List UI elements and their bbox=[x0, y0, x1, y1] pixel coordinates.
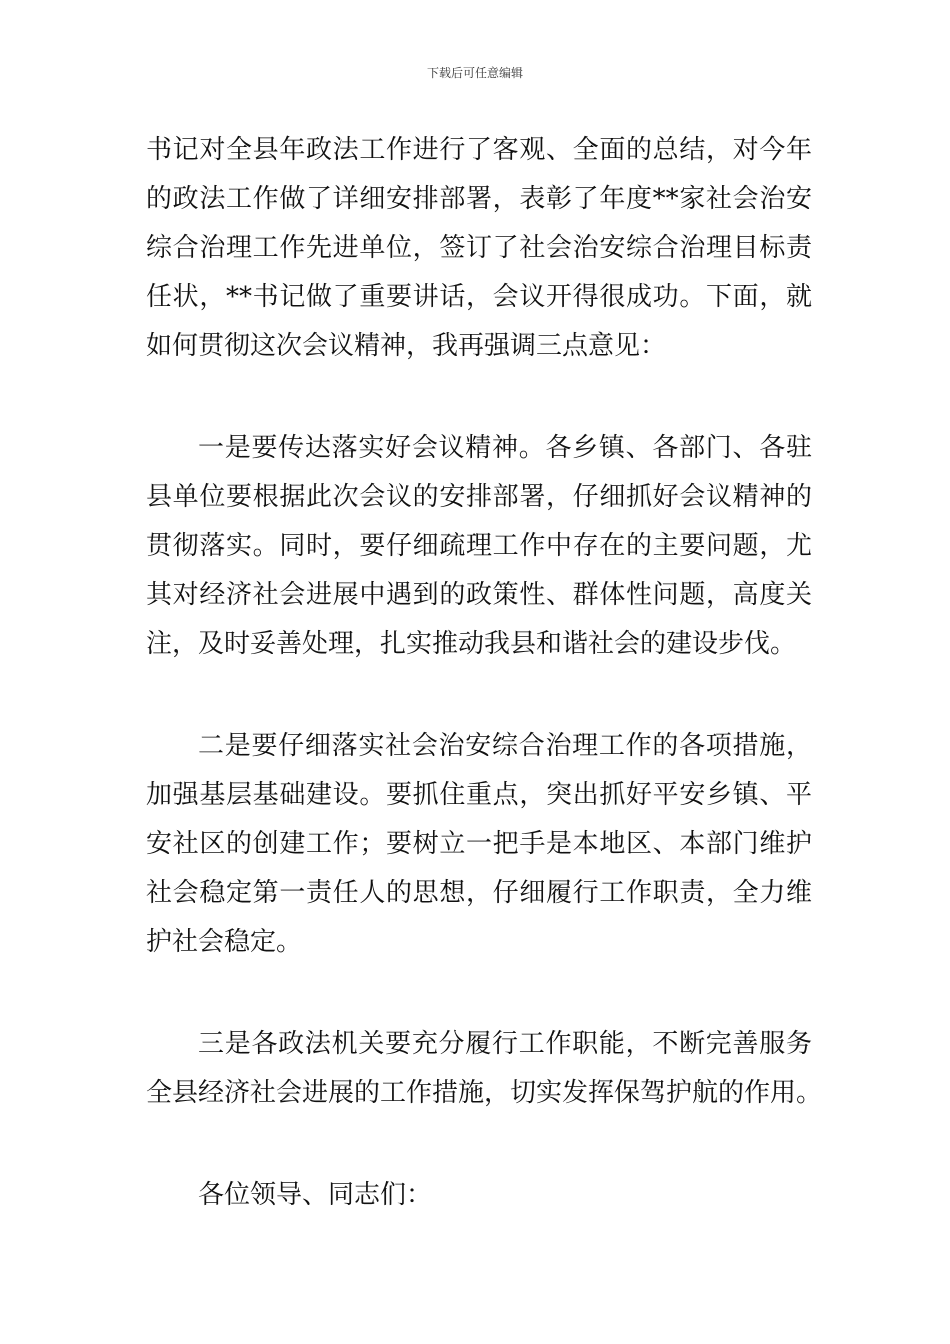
text-line: 其对经济社会进展中遇到的政策性、群体性问题，高度关 bbox=[146, 580, 812, 610]
text-line: 全县经济社会进展的工作措施，切实发挥保驾护航的作用。 bbox=[146, 1078, 823, 1108]
paragraph bbox=[146, 1020, 823, 1118]
text-line: 一是要传达落实好会议精神。各乡镇、各部门、各驻 bbox=[198, 433, 812, 463]
text-line: 社会稳定第一责任人的思想，仔细履行工作职责，全力维 bbox=[146, 878, 812, 908]
paragraph bbox=[146, 1171, 812, 1220]
text-line: 任状，**书记做了重要讲话，会议开得很成功。下面，就 bbox=[146, 282, 812, 312]
text-line: 书记对全县年政法工作进行了客观、全面的总结，对今年 bbox=[146, 135, 812, 165]
text-line: 注，及时妥善处理，扎实推动我县和谐社会的建设步伐。 bbox=[146, 629, 797, 659]
text-line: 安社区的创建工作；要树立一把手是本地区、本部门维护 bbox=[146, 829, 812, 859]
text-line: 如何贯彻这次会议精神，我再强调三点意见： bbox=[146, 331, 667, 361]
text-line: 县单位要根据此次会议的安排部署，仔细抓好会议精神的 bbox=[146, 482, 812, 512]
text-line: 二是要仔细落实社会治安综合治理工作的各项措施， bbox=[198, 731, 812, 761]
text-line: 护社会稳定。 bbox=[146, 927, 303, 957]
text-line: 三是各政法机关要充分履行工作职能，不断完善服务 bbox=[198, 1029, 812, 1059]
paragraph bbox=[146, 424, 812, 669]
text-line: 各位领导、同志们： bbox=[198, 1180, 433, 1210]
text-line: 综合治理工作先进单位，签订了社会治安综合治理目标责 bbox=[146, 233, 812, 263]
paragraph bbox=[146, 126, 812, 371]
paragraph bbox=[146, 722, 812, 967]
text-line: 加强基层基础建设。要抓住重点，突出抓好平安乡镇、平 bbox=[146, 780, 812, 810]
text-line: 贯彻落实。同时，要仔细疏理工作中存在的主要问题，尤 bbox=[146, 531, 812, 561]
page-header: 下载后可任意编辑 bbox=[426, 66, 523, 80]
text-line: 的政法工作做了详细安排部署，表彰了年度**家社会治安 bbox=[146, 184, 812, 214]
